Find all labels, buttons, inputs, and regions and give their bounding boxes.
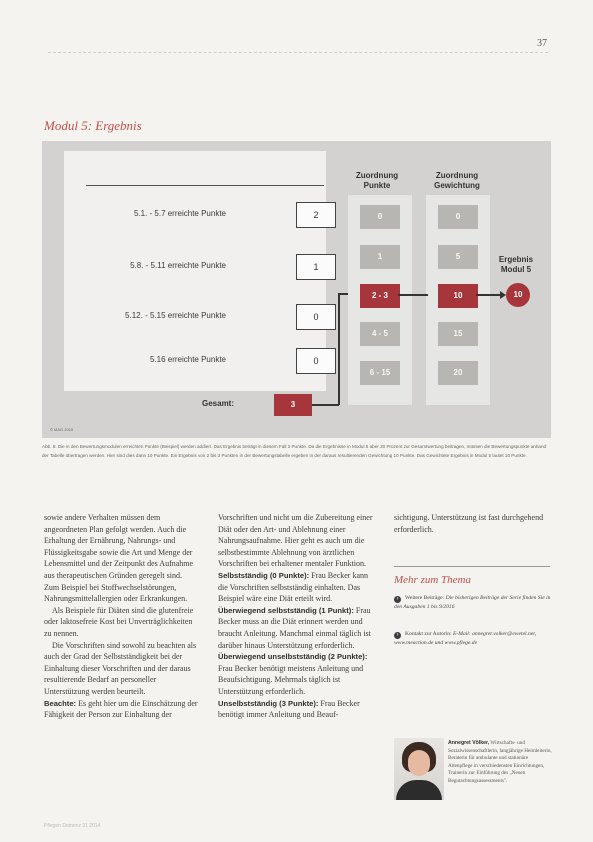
more-title: Mehr zum Thema	[394, 574, 471, 586]
weight-cell: 0	[438, 205, 478, 229]
row-value-3: 0	[296, 304, 336, 330]
points-column-head: Zuordnung Punkte	[355, 171, 399, 190]
author-photo	[394, 738, 444, 800]
weight-cell: 5	[438, 245, 478, 269]
more-item-title: E-Mail: annegret.volker@ewetel.net, www.meaction.de und www.pflege.de	[394, 631, 537, 646]
row-label-3: 5.12. - 5.15 erreichte Punkte	[125, 311, 226, 320]
more-item-label: Weitere Beiträge:	[405, 595, 446, 601]
body-column-1	[44, 512, 198, 721]
author-bio: Annegret Völker, Wirtschafts- und Sozialwissenschaftlerin, langjährige Heimleiterin, Beraterin für ambulante und stationäre Altenpflege in verschiedensten Einrichtungen, Trainerin zur Einführung des „Neuen Begutachtungsassessments".	[448, 740, 552, 784]
author-name: Annegret Völker,	[448, 740, 490, 746]
paragraph: Überwiegend unselbstständig (2 Punkte): Frau Becker benötigt meistens Anleitung und Beaufsichtigung. Mehrmals täglich ist Unterstützung erforderlich.	[218, 652, 368, 696]
connector-weight-result	[476, 294, 502, 296]
body-column-3	[394, 512, 550, 535]
connector-points-weight	[398, 294, 428, 296]
weight-cell: 10	[438, 284, 478, 308]
total-value: 3	[274, 394, 312, 416]
paragraph: Die Vorschriften sind sowohl zu beachten als auch der Grad der Selbstständigkeit bei der Einhaltung dieser Vorschriften und der daraus resultierende Bedarf an personeller Unterstützung werden beurteilt.	[44, 640, 197, 696]
more-item-title: Die bisherigen Beiträge der Serie finden Sie in den Ausgaben 1 bis 9/2016	[394, 595, 551, 610]
paragraph: Unselbstständig (3 Punkte): Frau Becker benötigt immer Anleitung und Beauf-	[218, 698, 360, 720]
result-value: 10	[506, 283, 530, 307]
connector-vertical	[338, 293, 340, 405]
row-value-2: 1	[296, 254, 336, 280]
total-label: Gesamt:	[202, 399, 235, 408]
paragraph: sichtigung. Unterstützung ist fast durchgehend erforderlich.	[394, 513, 544, 534]
row-label-4: 5.16 erreichte Punkte	[149, 355, 226, 364]
paragraph: Vorschriften und nicht um die Zubereitung einer Diät oder den Art- und Ablehnung einer Nahrungsaufnahme. Hier geht es auch um die selbstbestimmte Ablehnung von ärztlichen Vorschriften bei erhaltener mentaler Funktion.	[218, 513, 373, 569]
row-value-1: 2	[296, 202, 336, 228]
row-value-4: 0	[296, 348, 336, 374]
points-cell: 0	[360, 205, 400, 229]
top-rule	[48, 52, 548, 53]
paragraph: Als Beispiele für Diäten sind die glutenfreie oder laktosefreie Kost bei Unverträglichkeiten zu nennen.	[44, 605, 194, 638]
row-label-2: 5.8. - 5.11 erreichte Punkte	[130, 261, 226, 270]
weight-cell: 20	[438, 361, 478, 385]
result-head: Ergebnis Modul 5	[498, 255, 534, 274]
points-cell: 4 - 5	[360, 322, 400, 346]
points-cell: 2 - 3	[360, 284, 400, 308]
scoring-diagram	[42, 141, 551, 438]
weight-column-head: Zuordnung Gewichtung	[434, 171, 480, 190]
arrow-bullet-icon: ›	[394, 632, 401, 639]
paragraph: Überwiegend selbstständig (1 Punkt): Frau Becker muss an die Diät erinnert werden und braucht Anleitung. Manchmal einmal täglich ist darüber hinaus Unterstützung erforderlich.	[218, 605, 371, 650]
section-title: Modul 5: Ergebnis	[44, 118, 142, 133]
paragraph: Selbstständig (0 Punkte): Frau Becker kann die Vorschriften selbstständig einhalten. Das Beispiel wäre eine Diät erteilt wird.	[218, 570, 369, 604]
diagram-copyright: © MAG 2015	[50, 427, 74, 432]
input-panel	[64, 151, 326, 391]
paragraph: sowie andere Verhalten müssen dem angeordneten Plan gefolgt werden. Auch die Erhaltung der Ernährung, Nahrungs- und Flüssigkeitsgabe sowie die Art und Menge der Lebensmittel und der Zeitpunkt des Aufnahme aus therapeutischen Gründen geregelt sind. Zum Beispiel bei Stoffwechselstörungen, Nahrungsmittelallergien oder Erkrankungen.	[44, 513, 194, 604]
page-number: 37	[537, 38, 547, 49]
points-cell: 1	[360, 245, 400, 269]
more-item	[394, 630, 554, 647]
paragraph: Beachte: Es geht hier um die Einschätzung der Fähigkeit der Person zur Einhaltung der	[44, 698, 198, 720]
weight-cell: 15	[438, 322, 478, 346]
points-cell: 6 - 15	[360, 361, 400, 385]
panel-rule	[86, 185, 324, 186]
more-item	[394, 594, 554, 611]
body-column-2	[218, 512, 376, 721]
more-rule	[394, 566, 550, 567]
figure-caption: Abb. 5: Die in den Bewertungsmodulen erreichten Punkte (Beispiel) werden addiert. Das Ergebnis beträgt in diesem Fall 3 Punkte. Da die Ergebnisse in Modul 5 aber 20 Prozent zur Gesamtwertung beitragen, müssen die Bewertungspunkte anhand der Tabelle übertragen werden. Hier sind dies dann 10 Punkte. Ein Ergebnis von 2 bis 3 Punkten in der Bewertungstabelle ergeben in der daraus resultierenden Gewichtung 10 Punkte. Das Gewichtete Ergebnis in Modul 5 lautet 10 Punkte.	[42, 444, 547, 458]
page-footer: Pflegen Demenz 31 2014	[44, 823, 101, 829]
arrow-bullet-icon: ›	[394, 596, 401, 603]
row-label-1: 5.1. - 5.7 erreichte Punkte	[133, 209, 226, 218]
more-item-label: Kontakt zur Autorin:	[405, 631, 454, 637]
